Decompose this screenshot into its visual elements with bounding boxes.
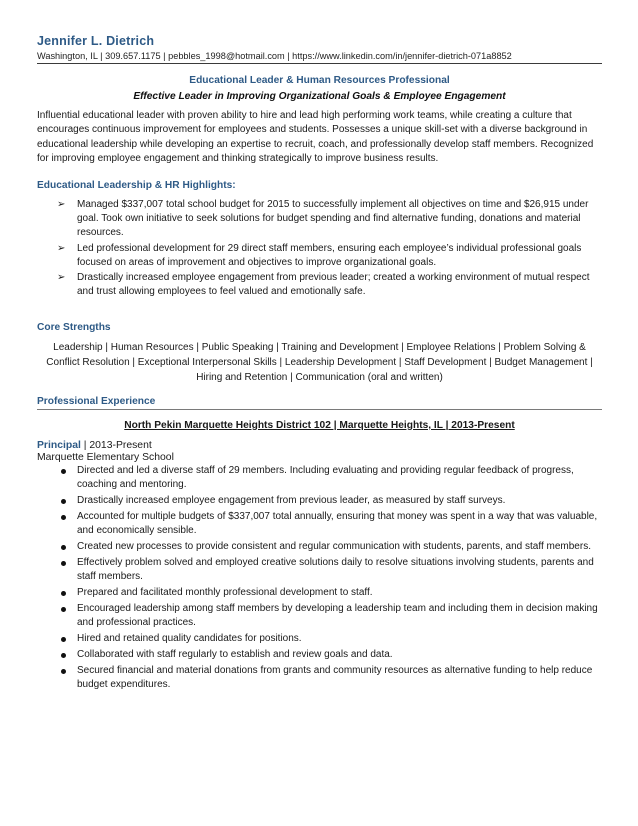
experience-divider: [37, 409, 602, 410]
arrow-bullet-icon: ➢: [57, 272, 66, 284]
core-strengths-text: Leadership | Human Resources | Public Speaking | Training and Development | Employee Relations | Problem Solving & Conflict Resolution | Exceptional Interpersonal Skills | Leadership Development | Staff Development | Budget Management | Hiring and Retention | Communication (oral and written): [46, 341, 593, 383]
bullet-text: Hired and retained quality candidates for positions.: [77, 633, 302, 645]
arrow-bullet-icon: ➢: [57, 242, 66, 254]
list-item: [37, 242, 602, 271]
role-dates: | 2013-Present: [83, 439, 152, 451]
highlights-list: [37, 198, 602, 300]
list-item: [37, 664, 602, 693]
bullet-dot-icon: [61, 515, 66, 520]
arrow-bullet-icon: ➢: [57, 198, 66, 210]
highlights-heading: Educational Leadership & HR Highlights:: [37, 179, 236, 191]
bullet-dot-icon: [61, 669, 66, 674]
list-item: [37, 464, 602, 493]
bullet-text: Secured financial and material donations from grants and community resources as alternative funding to help reduce budget expenditures.: [77, 664, 593, 691]
bullet-dot-icon: [61, 469, 66, 474]
highlight-text: Drastically increased employee engagement from previous leader; created a working environment of mutual respect and trust allowing employees to feel valued and emotionally safe.: [77, 272, 590, 298]
bullet-text: Collaborated with staff regularly to establish and review goals and data.: [77, 649, 393, 661]
list-item: [37, 602, 602, 631]
bullet-text: Prepared and facilitated monthly professional development to staff.: [77, 587, 373, 599]
core-strengths-heading: Core Strengths: [37, 321, 111, 333]
experience-bullets: [37, 464, 602, 693]
role-line: [37, 440, 602, 451]
list-item: [37, 271, 602, 300]
summary-paragraph: Influential educational leader with proven ability to hire and lead high performing work teams, while creating a culture that encourages continuous improvement for employees and students. Possesses a unique skill-set with a diverse background in educational leadership while developing an expertise to recruit, coach, and professionally develop staff members. Recognized for improving employee engagement and thinking strategically to improve business results.: [37, 110, 594, 165]
bullet-text: Accounted for multiple budgets of $337,007 total annually, ensuring that money was spent in a way that was valuable, and economically sensible.: [77, 510, 598, 537]
list-item: [37, 510, 602, 539]
bullet-text: Effectively problem solved and employed creative solutions daily to resolve situations involving students, parents and staff members.: [77, 556, 594, 583]
experience-heading: Professional Experience: [37, 395, 156, 407]
bullet-text: Encouraged leadership among staff members by developing a leadership team and including them in decision making and professional practices.: [77, 602, 598, 629]
employer-line: North Pekin Marquette Heights District 102 | Marquette Heights, IL | 2013-Present: [124, 419, 515, 431]
list-item: [37, 540, 602, 554]
highlight-text: Led professional development for 29 direct staff members, ensuring each employee’s individual professional goals focused on areas of improvement and objectives to improve organizational goals.: [77, 242, 582, 268]
bullet-text: Directed and led a diverse staff of 29 members. Including evaluating and providing regular feedback of progress, coaching and mentoring.: [77, 464, 574, 490]
candidate-name: Jennifer L. Dietrich: [37, 34, 155, 48]
headline: Educational Leader & Human Resources Professional: [189, 75, 450, 86]
bullet-dot-icon: [61, 653, 66, 658]
list-item: [37, 556, 602, 585]
list-item: [37, 632, 602, 646]
list-item: [37, 586, 602, 600]
school-name: Marquette Elementary School: [37, 451, 174, 463]
bullet-dot-icon: [61, 499, 66, 504]
subheadline: Effective Leader in Improving Organizational Goals & Employee Engagement: [133, 91, 506, 102]
bullet-dot-icon: [61, 607, 66, 612]
contact-line: Washington, IL | 309.657.1175 | pebbles_1998@hotmail.com | https://www.linkedin.com/in/jennifer-dietrich-071a8852: [37, 51, 512, 61]
bullet-text: Created new processes to provide consistent and regular communication with students, parents, and staff members.: [77, 540, 591, 552]
bullet-text: Drastically increased employee engagement from previous leader, as measured by staff surveys.: [77, 494, 506, 506]
bullet-dot-icon: [61, 591, 66, 596]
bullet-dot-icon: [61, 561, 66, 566]
header-divider: [37, 63, 602, 64]
role-title: Principal: [37, 439, 81, 451]
list-item: [37, 494, 602, 508]
list-item: [37, 648, 602, 662]
bullet-dot-icon: [61, 637, 66, 642]
highlight-text: Managed $337,007 total school budget for 2015 to successfully implement all objectives on time and $26,915 under goal. Took own initiative to seek solutions for budget spending and find alternative funding, donations and material resources.: [77, 198, 589, 239]
bullet-dot-icon: [61, 545, 66, 550]
list-item: [37, 198, 602, 241]
